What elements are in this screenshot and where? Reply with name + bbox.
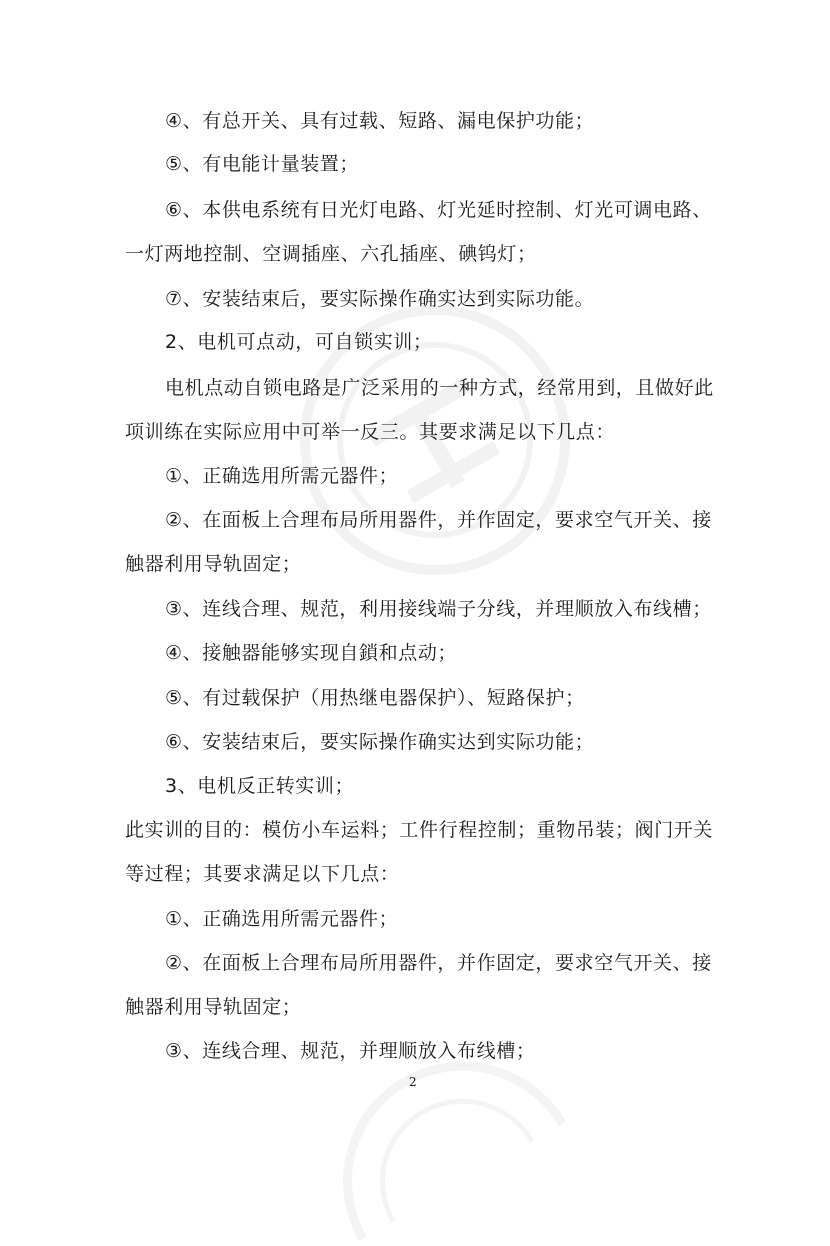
- list-item-continuation: 一灯两地控制、空调插座、六孔插座、碘钨灯；: [125, 243, 537, 265]
- list-item: ⑤、有过载保护（用热继电器保护）、短路保护；: [165, 687, 585, 709]
- paragraph-continuation: 等过程；其要求满足以下几点：: [125, 863, 400, 885]
- list-item: ⑥、安装结束后，要实际操作确实达到实际功能；: [165, 731, 595, 753]
- paragraph: 此实训的目的：模仿小车运料；工件行程控制；重物吊装；阀门开关: [125, 819, 714, 841]
- section-heading: 3、电机反正转实训；: [165, 775, 355, 797]
- list-item: ①、正确选用所需元器件；: [165, 465, 399, 487]
- list-item: ②、在面板上合理布局所用器件，并作固定，要求空气开关、接: [165, 509, 712, 531]
- list-item-continuation: 触器利用导轨固定；: [125, 996, 302, 1018]
- list-item: ①、正确选用所需元器件；: [165, 908, 399, 930]
- list-item: ⑥、本供电系统有日光灯电路、灯光延时控制、灯光可调电路、: [165, 199, 712, 221]
- section-heading: 2、电机可点动，可自锁实训；: [165, 331, 433, 353]
- list-item-continuation: 触器利用导轨固定；: [125, 553, 302, 575]
- list-item: ②、在面板上合理布局所用器件，并作固定，要求空气开关、接: [165, 952, 712, 974]
- list-item: ⑦、安装结束后，要实际操作确实达到实际功能。: [165, 288, 595, 310]
- list-item: ④、接触器能够实现自鎖和点动；: [165, 642, 458, 664]
- list-item: ③、连线合理、规范，并理顺放入布线槽；: [165, 1040, 536, 1062]
- list-item: ④、有总开关、具有过载、短路、漏电保护功能；: [165, 110, 595, 132]
- list-item: ⑤、有电能计量装置；: [165, 153, 360, 175]
- list-item: ③、连线合理、规范，利用接线端子分线，并理顺放入布线槽；: [165, 598, 712, 620]
- paragraph-continuation: 项训练在实际应用中可举一反三。其要求满足以下几点：: [125, 421, 616, 443]
- page-number: 2: [409, 1075, 417, 1089]
- paragraph: 电机点动自锁电路是广泛采用的一种方式，经常用到，且做好此: [165, 377, 714, 399]
